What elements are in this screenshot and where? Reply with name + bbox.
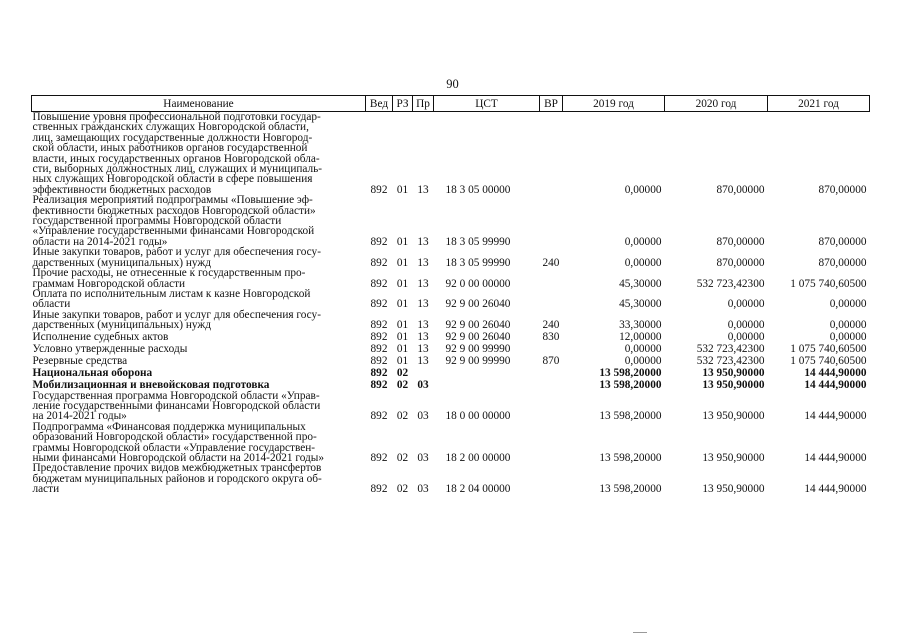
cell-2019: 13 598,20000 [599, 410, 662, 423]
cell-name-line: фективности бюджетных расходов Новгородской области» [32, 204, 316, 217]
cell-ved: 892 [370, 319, 388, 332]
cell-2020: 532 723,42300 [696, 277, 765, 290]
cell-vr [540, 367, 563, 379]
cell-cst: 18 2 00 00000 [445, 451, 511, 464]
cell-2020: 532 723,42300 [696, 342, 765, 355]
cell-ved: 892 [370, 366, 388, 379]
cell-ved: 892 [370, 235, 388, 248]
cell-rz: 01 [396, 256, 409, 269]
cell-rz: 01 [396, 319, 409, 332]
cell-2020: 13 950,90000 [702, 483, 765, 496]
cell-2020: 0,00000 [727, 330, 765, 343]
cell-vr: 830 [542, 330, 560, 343]
table-row [32, 355, 870, 367]
cell-cst: 18 3 05 99990 [445, 235, 511, 248]
cell-name-line: сти, выборных должностных лиц, служащих и муниципаль- [32, 163, 323, 176]
col-header-pr: Пр [413, 96, 434, 112]
col-header-cst: ЦСТ [434, 96, 540, 112]
cell-name-line: области [32, 298, 71, 311]
col-header-ved: Вед [366, 96, 393, 112]
cell-name-line: лиц, замещающих государственные должности Новгород- [32, 131, 313, 144]
scan-artifact [633, 632, 647, 633]
cell-rz: 01 [396, 354, 409, 367]
cell-ved: 892 [370, 183, 388, 196]
cell-cst: 92 0 00 00000 [445, 277, 511, 290]
table-row [32, 391, 870, 422]
cell-2020: 13 950,90000 [702, 410, 765, 423]
cell-vr [540, 112, 563, 196]
cell-name-line: граммам Новгородской области [32, 277, 186, 290]
cell-rz: 02 [396, 483, 409, 496]
cell-name-line: Национальная оборона [32, 366, 153, 379]
cell-vr [540, 422, 563, 464]
cell-2021: 870,00000 [818, 235, 867, 248]
cell-cst: 18 2 04 00000 [445, 483, 511, 496]
cell-2019: 33,30000 [619, 319, 662, 332]
cell-name-line: области на 2014-2021 годы» [32, 235, 168, 248]
cell-name-line: Мобилизационная и вневойсковая подготовка [32, 378, 270, 391]
cell-cst: 92 9 00 26040 [445, 319, 511, 332]
table-row [32, 331, 870, 343]
cell-2021: 0,00000 [829, 319, 867, 332]
cell-rz: 01 [396, 298, 409, 311]
cell-2020: 13 950,90000 [702, 378, 765, 391]
table-row [32, 310, 870, 331]
table-row [32, 112, 870, 196]
cell-2021: 14 444,90000 [804, 451, 867, 464]
cell-2021: 870,00000 [818, 183, 867, 196]
table-row [32, 379, 870, 391]
cell-name-line: ласти [32, 483, 60, 496]
cell-2020: 870,00000 [716, 235, 765, 248]
cell-ved: 892 [370, 451, 388, 464]
cell-rz: 01 [396, 330, 409, 343]
cell-name-line: эффективности бюджетных расходов [32, 183, 212, 196]
cell-vr: 240 [542, 256, 560, 269]
cell-name [32, 379, 366, 391]
cell-2021: 14 444,90000 [804, 410, 867, 423]
cell-cst: 92 9 00 99990 [445, 354, 511, 367]
cell-name-line: ление государственными финансами Новгородской области [32, 399, 321, 412]
cell-ved: 892 [370, 277, 388, 290]
cell-2019: 0,00000 [624, 183, 662, 196]
cell-2019: 0,00000 [624, 256, 662, 269]
cell-cst: 92 9 00 99990 [445, 342, 511, 355]
cell-name-line: ственных гражданских служащих Новгородской области, [32, 121, 309, 134]
cell-rz: 02 [396, 366, 409, 379]
cell-rz: 01 [396, 342, 409, 355]
cell-name-line: ных служащих Новгородской области в сфере повышения [32, 173, 313, 186]
col-header-vr: ВР [540, 96, 563, 112]
cell-vr: 240 [542, 319, 560, 332]
cell-name-line: дарственных (муниципальных) нужд [32, 319, 211, 332]
cell-2021: 1 075 740,60500 [790, 342, 867, 355]
col-header-rz: РЗ [393, 96, 413, 112]
cell-name [32, 463, 366, 494]
cell-cst [434, 367, 540, 379]
col-header-2021: 2021 год [768, 96, 870, 112]
cell-vr [540, 289, 563, 310]
cell-name [32, 247, 366, 268]
cell-2020: 0,00000 [727, 319, 765, 332]
cell-2020: 870,00000 [716, 183, 765, 196]
cell-pr: 03 [417, 410, 429, 423]
cell-pr: 13 [417, 319, 429, 332]
cell-name-line: Предоставление прочих видов межбюджетных трансфертов [32, 462, 322, 475]
cell-name-line: «Управление государственными финансами Новгородской [32, 225, 315, 238]
cell-pr: 13 [417, 330, 429, 343]
cell-2021: 870,00000 [818, 256, 867, 269]
cell-name-line: государственной программы Новгородской области [32, 215, 282, 228]
cell-2021: 0,00000 [829, 330, 867, 343]
cell-ved: 892 [370, 256, 388, 269]
cell-name [32, 268, 366, 289]
cell-2021: 0,00000 [829, 298, 867, 311]
cell-cst: 18 3 05 99990 [445, 256, 511, 269]
table-row [32, 289, 870, 310]
cell-name-line: Реализация мероприятий подпрограммы «Повышение эф- [32, 194, 313, 207]
table-row [32, 367, 870, 379]
cell-rz: 01 [396, 183, 409, 196]
cell-cst: 92 9 00 26040 [445, 330, 511, 343]
cell-ved: 892 [370, 330, 388, 343]
cell-2020: 870,00000 [716, 256, 765, 269]
cell-name [32, 331, 366, 343]
cell-2019: 45,30000 [619, 277, 662, 290]
cell-name-line: Иные закупки товаров, работ и услуг для обеспечения госу- [32, 246, 321, 259]
cell-2019: 13 598,20000 [599, 378, 662, 391]
cell-2021: 1 075 740,60500 [790, 354, 867, 367]
cell-name-line: Государственная программа Новгородской области «Управ- [32, 389, 320, 402]
cell-rz: 02 [396, 451, 409, 464]
cell-pr: 13 [417, 183, 429, 196]
cell-2019: 13 598,20000 [599, 483, 662, 496]
cell-pr [413, 367, 434, 379]
cell-2020: 13 950,90000 [702, 366, 765, 379]
cell-2021: 14 444,90000 [804, 483, 867, 496]
cell-name [32, 310, 366, 331]
cell-name-line: Исполнение судебных актов [32, 330, 169, 343]
cell-name-line: Прочие расходы, не отнесенные к государственным про- [32, 267, 306, 280]
cell-vr [540, 391, 563, 422]
cell-name-line: Повышение уровня профессиональной подготовки государ- [32, 111, 321, 123]
cell-name [32, 195, 366, 247]
cell-2019: 12,00000 [619, 330, 662, 343]
cell-name [32, 391, 366, 422]
cell-rz: 01 [396, 277, 409, 290]
cell-2020: 13 950,90000 [702, 451, 765, 464]
cell-vr [540, 195, 563, 247]
cell-pr: 13 [417, 342, 429, 355]
cell-name [32, 367, 366, 379]
cell-name-line: бюджетам муниципальных районов и городского округа об- [32, 472, 322, 485]
table-row [32, 195, 870, 247]
cell-name-line: власти, иных государственных органов Новгородской обла- [32, 152, 320, 165]
cell-name-line: Иные закупки товаров, работ и услуг для обеспечения госу- [32, 308, 321, 321]
table-body [32, 112, 870, 495]
cell-2019: 0,00000 [624, 342, 662, 355]
cell-2019: 0,00000 [624, 354, 662, 367]
cell-name [32, 422, 366, 464]
table-row [32, 343, 870, 355]
table-row [32, 463, 870, 494]
cell-vr [540, 268, 563, 289]
cell-pr: 13 [417, 298, 429, 311]
cell-ved: 892 [370, 410, 388, 423]
cell-pr: 03 [417, 451, 429, 464]
cell-rz: 02 [396, 378, 409, 391]
cell-cst: 18 0 00 00000 [445, 410, 511, 423]
cell-name [32, 355, 366, 367]
col-header-2020: 2020 год [665, 96, 768, 112]
cell-name-line: ными финансами Новгородской области на 2014-2021 годы» [32, 451, 325, 464]
cell-name-line: Резервные средства [32, 354, 128, 367]
cell-ved: 892 [370, 483, 388, 496]
cell-vr [540, 463, 563, 494]
cell-pr: 13 [417, 256, 429, 269]
cell-ved: 892 [370, 342, 388, 355]
cell-2019: 13 598,20000 [599, 451, 662, 464]
cell-pr: 13 [417, 277, 429, 290]
cell-vr [540, 379, 563, 391]
cell-name-line: Подпрограмма «Финансовая поддержка муниципальных [32, 420, 306, 433]
cell-pr: 13 [417, 354, 429, 367]
cell-name-line: дарственных (муниципальных) нужд [32, 256, 211, 269]
cell-pr: 03 [417, 378, 429, 391]
cell-vr: 870 [542, 354, 560, 367]
table-header-row [32, 96, 870, 112]
cell-rz: 02 [396, 410, 409, 423]
cell-2021: 1 075 740,60500 [790, 277, 867, 290]
cell-pr: 03 [417, 483, 429, 496]
cell-2020: 532 723,42300 [696, 354, 765, 367]
cell-pr: 13 [417, 235, 429, 248]
cell-name-line: Условно утвержденные расходы [32, 342, 188, 355]
cell-2019: 0,00000 [624, 235, 662, 248]
cell-cst: 18 3 05 00000 [445, 183, 511, 196]
table-row [32, 268, 870, 289]
col-header-2019: 2019 год [563, 96, 665, 112]
table-row [32, 247, 870, 268]
col-header-name: Наименование [32, 96, 366, 112]
cell-ved: 892 [370, 378, 388, 391]
cell-name-line: Оплата по исполнительным листам к казне Новгородской [32, 287, 311, 300]
cell-2019: 45,30000 [619, 298, 662, 311]
budget-table [31, 95, 870, 495]
cell-ved: 892 [370, 298, 388, 311]
cell-name [32, 289, 366, 310]
cell-name-line: ской области, иных работников органов государственной [32, 142, 308, 155]
cell-2021: 14 444,90000 [804, 378, 867, 391]
cell-cst [434, 379, 540, 391]
cell-name-line: образований Новгородской области» государственной про- [32, 431, 317, 444]
cell-rz: 01 [396, 235, 409, 248]
table-row [32, 422, 870, 464]
cell-name-line: граммы Новгородской области «Управление государствен- [32, 441, 316, 454]
cell-name [32, 343, 366, 355]
cell-ved: 892 [370, 354, 388, 367]
cell-name [32, 112, 366, 196]
cell-2021: 14 444,90000 [804, 366, 867, 379]
cell-cst: 92 9 00 26040 [445, 298, 511, 311]
cell-vr [540, 343, 563, 355]
cell-2020: 0,00000 [727, 298, 765, 311]
cell-2019: 13 598,20000 [599, 366, 662, 379]
page-number: 90 [446, 77, 459, 91]
cell-name-line: на 2014-2021 годы» [32, 410, 127, 423]
